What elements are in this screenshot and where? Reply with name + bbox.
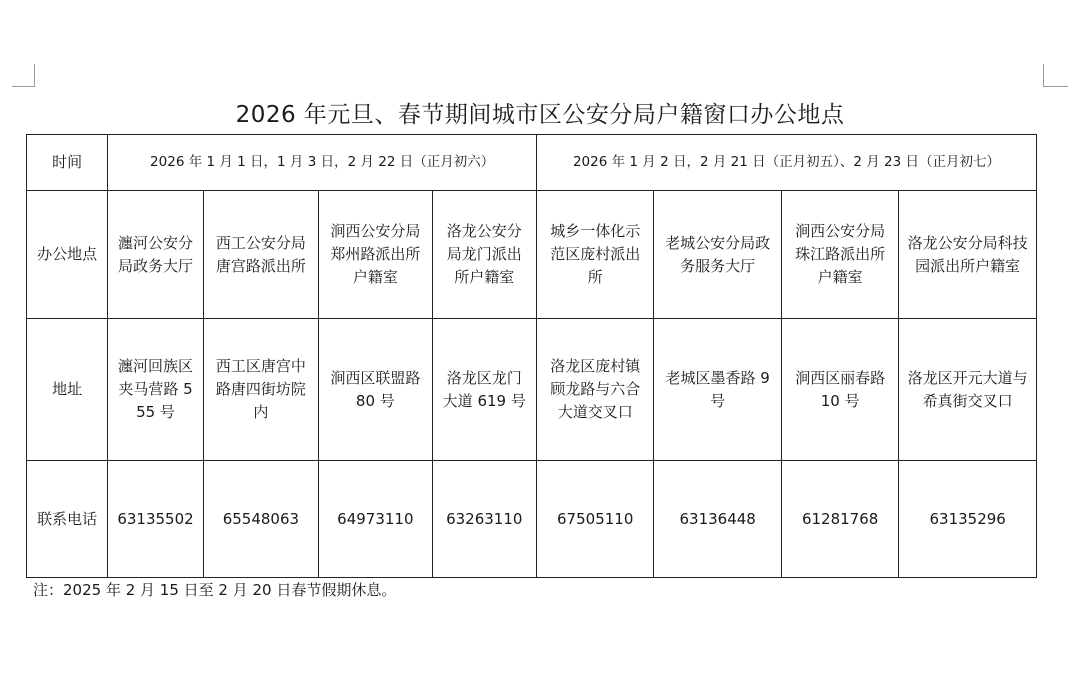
place-cell: 涧西公安分局珠江路派出所户籍室 bbox=[781, 191, 898, 319]
address-row bbox=[27, 319, 1037, 461]
phone-cell: 64973110 bbox=[319, 461, 432, 578]
time-group-1: 2026 年 1 月 1 日，1 月 3 日，2 月 22 日（正月初六） bbox=[108, 135, 537, 191]
address-cell: 西工区唐宫中路唐四街坊院内 bbox=[203, 319, 318, 461]
address-cell: 涧西区联盟路 80 号 bbox=[319, 319, 432, 461]
phone-row bbox=[27, 461, 1037, 578]
place-cell: 城乡一体化示范区庞村派出所 bbox=[536, 191, 653, 319]
margin-corner-top-right bbox=[1043, 64, 1068, 87]
place-row bbox=[27, 191, 1037, 319]
place-header: 办公地点 bbox=[27, 191, 108, 319]
address-cell: 洛龙区开元大道与希真街交叉口 bbox=[899, 319, 1037, 461]
address-cell: 涧西区丽春路 10 号 bbox=[781, 319, 898, 461]
phone-header: 联系电话 bbox=[27, 461, 108, 578]
place-cell: 洛龙公安分局科技园派出所户籍室 bbox=[899, 191, 1037, 319]
place-cell: 瀍河公安分局政务大厅 bbox=[108, 191, 203, 319]
time-group-2: 2026 年 1 月 2 日，2 月 21 日（正月初五）、2 月 23 日（正月初七） bbox=[536, 135, 1036, 191]
place-cell: 西工公安分局唐宫路派出所 bbox=[203, 191, 318, 319]
margin-corner-top-left bbox=[12, 64, 35, 87]
address-cell: 老城区墨香路 9 号 bbox=[654, 319, 782, 461]
address-header: 地址 bbox=[27, 319, 108, 461]
document-title: 2026 年元旦、春节期间城市区公安分局户籍窗口办公地点 bbox=[235, 102, 845, 128]
time-row bbox=[27, 135, 1037, 191]
phone-cell: 67505110 bbox=[536, 461, 653, 578]
time-header: 时间 bbox=[27, 135, 108, 191]
phone-cell: 63135296 bbox=[899, 461, 1037, 578]
address-cell: 洛龙区龙门大道 619 号 bbox=[432, 319, 536, 461]
office-schedule-table bbox=[26, 134, 1037, 578]
phone-cell: 63135502 bbox=[108, 461, 203, 578]
address-cell: 瀍河回族区夹马营路 555 号 bbox=[108, 319, 203, 461]
place-cell: 老城公安分局政务服务大厅 bbox=[654, 191, 782, 319]
phone-cell: 63263110 bbox=[432, 461, 536, 578]
phone-cell: 65548063 bbox=[203, 461, 318, 578]
footnote: 注：2025 年 2 月 15 日至 2 月 20 日春节假期休息。 bbox=[33, 581, 397, 599]
place-cell: 洛龙公安分局龙门派出所户籍室 bbox=[432, 191, 536, 319]
phone-cell: 61281768 bbox=[781, 461, 898, 578]
place-cell: 涧西公安分局郑州路派出所户籍室 bbox=[319, 191, 432, 319]
address-cell: 洛龙区庞村镇顾龙路与六合大道交叉口 bbox=[536, 319, 653, 461]
phone-cell: 63136448 bbox=[654, 461, 782, 578]
